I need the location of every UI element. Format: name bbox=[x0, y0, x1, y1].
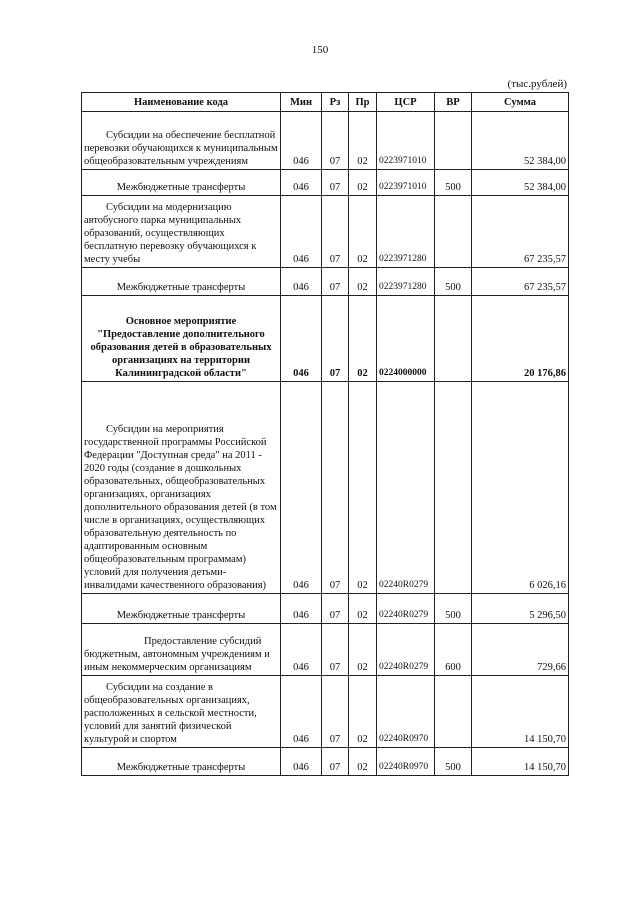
row-vr: 500 bbox=[435, 748, 472, 776]
row-sum: 67 235,57 bbox=[472, 196, 569, 268]
table-row bbox=[82, 196, 569, 268]
table-row bbox=[82, 296, 569, 382]
header-name: Наименование кода bbox=[82, 93, 281, 112]
row-sum: 67 235,57 bbox=[472, 268, 569, 296]
row-pr: 02 bbox=[349, 748, 377, 776]
row-pr: 02 bbox=[349, 112, 377, 170]
row-rz: 07 bbox=[322, 268, 349, 296]
row-csr: 0223971010 bbox=[377, 170, 435, 196]
row-name: Предоставление субсидий бюджетным, автономным учреждениям и иным некоммерческим организациям bbox=[82, 624, 281, 676]
row-sum: 52 384,00 bbox=[472, 170, 569, 196]
header-csr: ЦСР bbox=[377, 93, 435, 112]
row-rz: 07 bbox=[322, 676, 349, 748]
row-min: 046 bbox=[281, 112, 322, 170]
row-rz: 07 bbox=[322, 296, 349, 382]
row-name: Субсидии на обеспечение бесплатной перевозки обучающихся к муниципальным общеобразовательным учреждениям bbox=[82, 112, 281, 170]
row-min: 046 bbox=[281, 382, 322, 594]
row-name: Субсидии на создание в общеобразовательных организациях, расположенных в сельской местности, условий для занятий физической культурой и спортом bbox=[82, 676, 281, 748]
row-sum: 20 176,86 bbox=[472, 296, 569, 382]
units-label: (тыс.рублей) bbox=[507, 78, 567, 90]
row-min: 046 bbox=[281, 748, 322, 776]
row-sum: 14 150,70 bbox=[472, 676, 569, 748]
row-csr: 02240R0970 bbox=[377, 748, 435, 776]
row-sum: 14 150,70 bbox=[472, 748, 569, 776]
row-sum: 52 384,00 bbox=[472, 112, 569, 170]
row-min: 046 bbox=[281, 676, 322, 748]
table-row bbox=[82, 594, 569, 624]
table-row bbox=[82, 624, 569, 676]
row-vr: 500 bbox=[435, 594, 472, 624]
row-csr: 02240R0279 bbox=[377, 594, 435, 624]
row-csr: 0223971280 bbox=[377, 196, 435, 268]
table-row bbox=[82, 170, 569, 196]
row-rz: 07 bbox=[322, 112, 349, 170]
header-rz: Рз bbox=[322, 93, 349, 112]
row-name: Межбюджетные трансферты bbox=[82, 748, 281, 776]
row-csr: 0224000000 bbox=[377, 296, 435, 382]
header-sum: Сумма bbox=[472, 93, 569, 112]
row-name: Межбюджетные трансферты bbox=[82, 170, 281, 196]
row-rz: 07 bbox=[322, 624, 349, 676]
row-rz: 07 bbox=[322, 170, 349, 196]
row-min: 046 bbox=[281, 268, 322, 296]
row-name: Субсидии на модернизацию автобусного парка муниципальных образований, осуществляющих бесплатную перевозку обучающихся к месту учебы bbox=[82, 196, 281, 268]
row-pr: 02 bbox=[349, 296, 377, 382]
table-row bbox=[82, 748, 569, 776]
table-row bbox=[82, 112, 569, 170]
row-sum: 729,66 bbox=[472, 624, 569, 676]
row-rz: 07 bbox=[322, 748, 349, 776]
row-vr bbox=[435, 382, 472, 594]
row-pr: 02 bbox=[349, 594, 377, 624]
row-rz: 07 bbox=[322, 382, 349, 594]
row-sum: 6 026,16 bbox=[472, 382, 569, 594]
header-pr: Пр bbox=[349, 93, 377, 112]
table-row bbox=[82, 268, 569, 296]
row-pr: 02 bbox=[349, 170, 377, 196]
row-rz: 07 bbox=[322, 196, 349, 268]
row-pr: 02 bbox=[349, 676, 377, 748]
row-vr bbox=[435, 112, 472, 170]
row-sum: 5 296,50 bbox=[472, 594, 569, 624]
row-csr: 02240R0279 bbox=[377, 382, 435, 594]
row-csr: 02240R0970 bbox=[377, 676, 435, 748]
row-csr: 0223971010 bbox=[377, 112, 435, 170]
row-csr: 02240R0279 bbox=[377, 624, 435, 676]
table-header bbox=[82, 93, 569, 112]
row-min: 046 bbox=[281, 170, 322, 196]
table-row bbox=[82, 676, 569, 748]
header-vr: ВР bbox=[435, 93, 472, 112]
row-name: Межбюджетные трансферты bbox=[82, 268, 281, 296]
row-min: 046 bbox=[281, 594, 322, 624]
row-pr: 02 bbox=[349, 196, 377, 268]
row-min: 046 bbox=[281, 196, 322, 268]
row-min: 046 bbox=[281, 296, 322, 382]
row-name: Субсидии на мероприятия государственной программы Российской Федерации "Доступная среда" на 2011 - 2020 годы (создание в дошкольных образовательных, общеобразовательных организациях, организациях дополнительного образования детей (в том числе в организациях, осуществляющих образовательную деятельность по адаптированным основным общеобразовательным программам) условий для получения детьми-инвалидами качественного образования) bbox=[82, 382, 281, 594]
row-vr bbox=[435, 676, 472, 748]
row-vr bbox=[435, 296, 472, 382]
budget-table bbox=[81, 92, 569, 776]
row-pr: 02 bbox=[349, 382, 377, 594]
header-min: Мин bbox=[281, 93, 322, 112]
page-number: 150 bbox=[311, 44, 329, 56]
row-vr: 500 bbox=[435, 268, 472, 296]
row-name: Межбюджетные трансферты bbox=[82, 594, 281, 624]
row-vr bbox=[435, 196, 472, 268]
row-vr: 500 bbox=[435, 170, 472, 196]
row-csr: 0223971280 bbox=[377, 268, 435, 296]
row-min: 046 bbox=[281, 624, 322, 676]
table-row bbox=[82, 382, 569, 594]
row-pr: 02 bbox=[349, 268, 377, 296]
row-name: Основное мероприятие "Предоставление дополнительного образования детей в образовательных организациях на территории Калининградской области" bbox=[82, 296, 281, 382]
row-rz: 07 bbox=[322, 594, 349, 624]
row-vr: 600 bbox=[435, 624, 472, 676]
row-pr: 02 bbox=[349, 624, 377, 676]
